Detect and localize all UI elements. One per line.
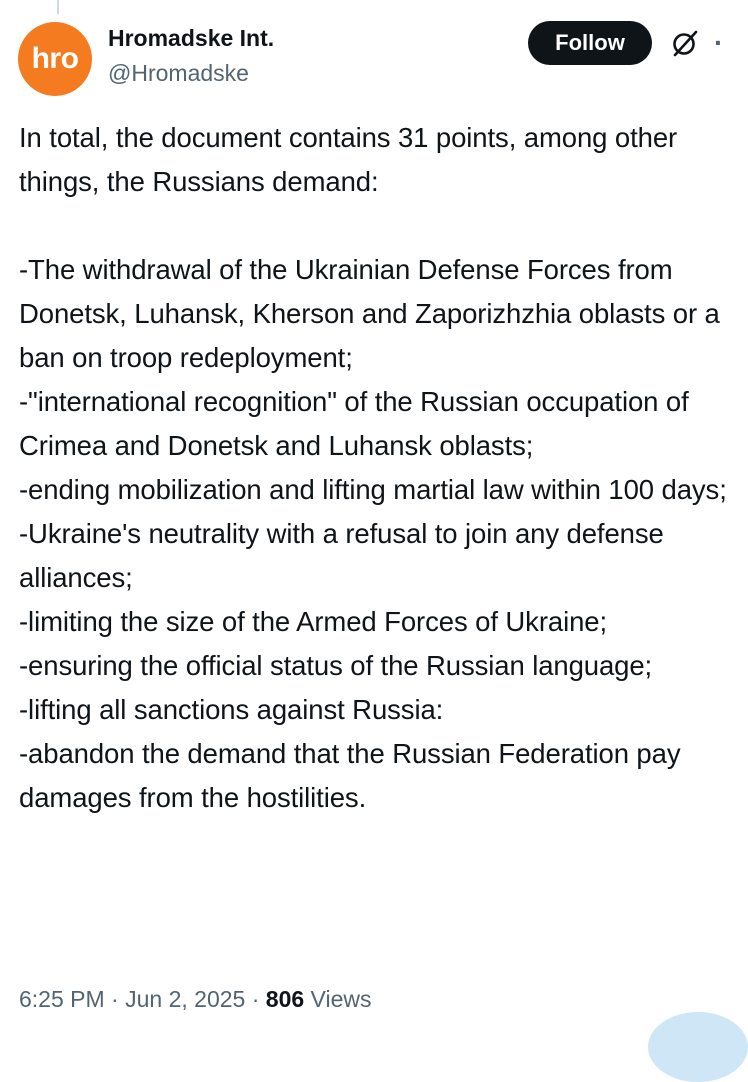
author-handle[interactable]: @Hromadske [108,60,249,86]
floating-compose-button[interactable] [648,1012,748,1082]
meta-separator: · [251,986,260,1012]
grok-icon[interactable] [670,28,700,58]
author-display-name[interactable]: Hromadske Int. [108,25,275,51]
more-dot: · [714,27,724,58]
thread-connector-line [57,0,59,14]
tweet-meta [19,986,371,1013]
views-label: Views [310,986,372,1012]
tweet-time[interactable]: 6:25 PM [19,986,105,1012]
follow-button[interactable]: Follow [528,21,652,65]
avatar-text: hro [31,42,79,75]
avatar[interactable] [18,22,92,96]
meta-separator: · [111,986,119,1012]
tweet-date[interactable]: Jun 2, 2025 [125,986,246,1012]
more-icon[interactable] [714,27,728,58]
views-count: 806 [265,986,305,1012]
tweet-text: In total, the document contains 31 points, among other things, the Russians demand: -The withdrawal of the Ukrainian Defense Forces from Donetsk, Luhansk, Kherson and Zaporizhzhia oblasts or a ban on troop redeployment; -"international recognition" of the Russian occupation of Crimea and Donetsk and Luhansk oblasts; -ending mobilization and lifting martial law within 100 days; -Ukraine's neutrality with a refusal to join any defense alliances; -limiting the size of the Armed Forces of Ukraine; -ensuring the official status of the Russian language; -lifting all sanctions against Russia: -abandon the demand that the Russian Federation pay damages from the hostilities. [19,122,727,813]
